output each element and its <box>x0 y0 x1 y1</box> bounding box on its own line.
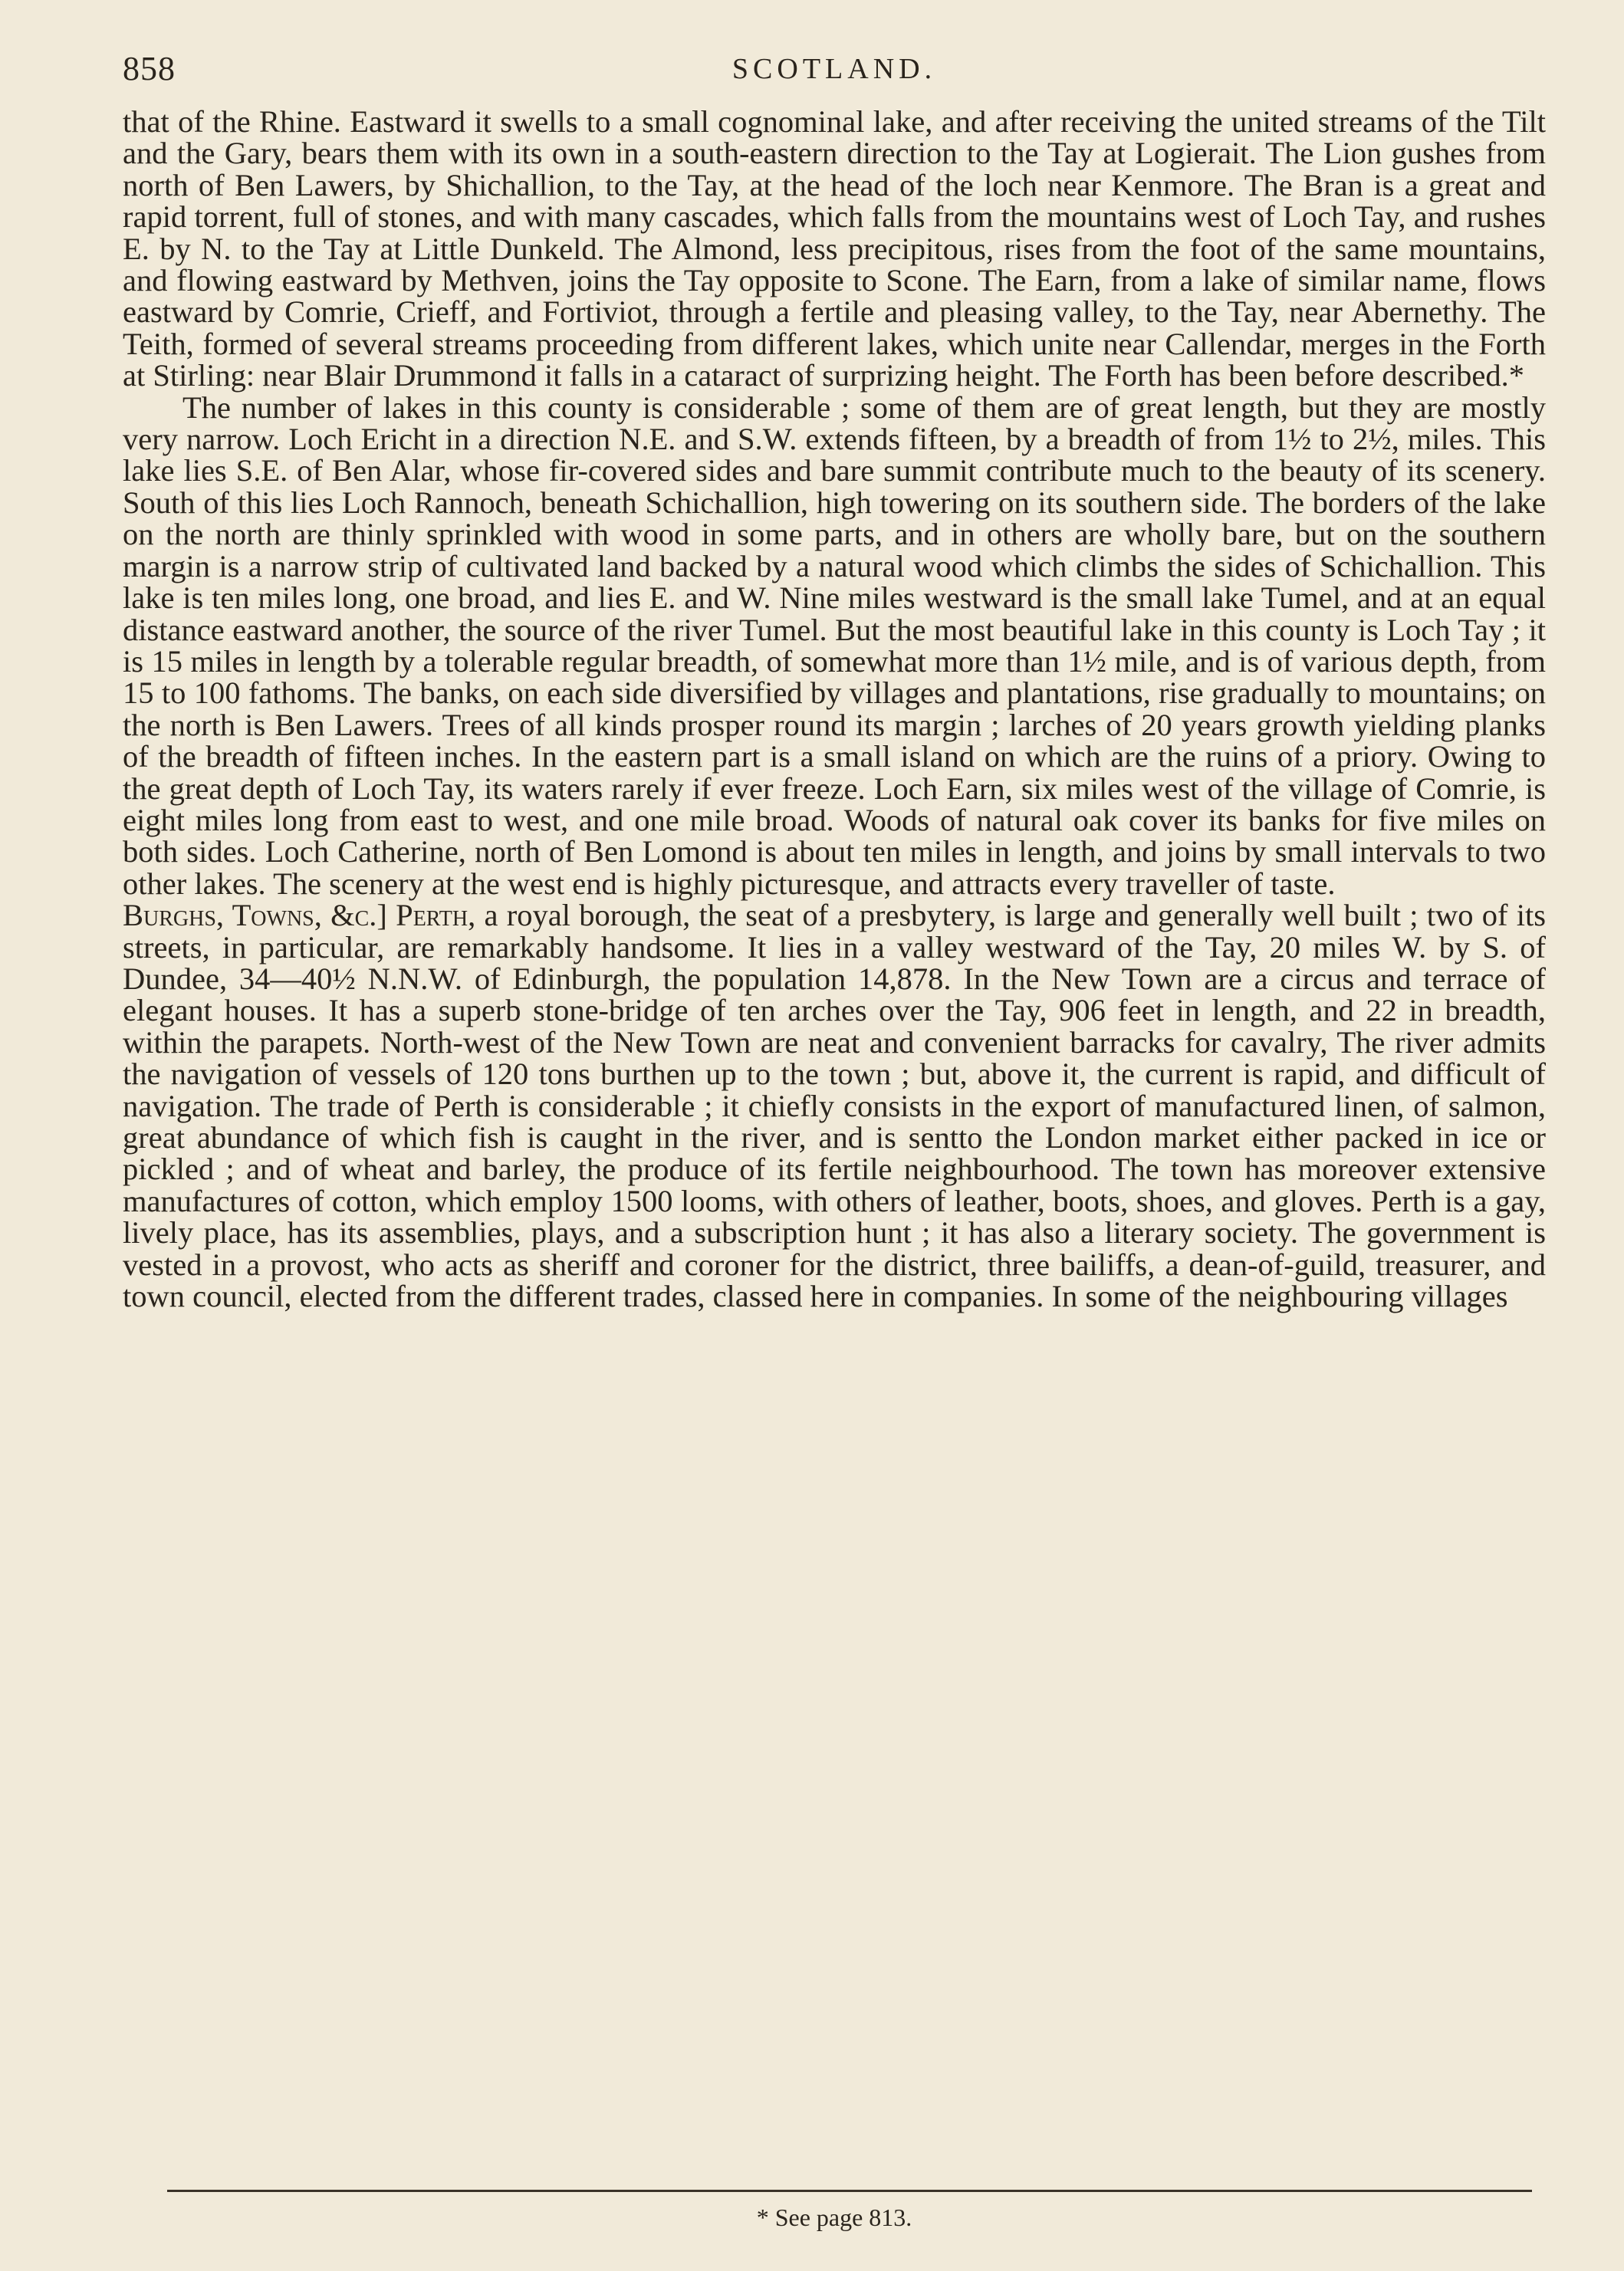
running-title: SCOTLAND. <box>731 53 937 85</box>
page-number: 858 <box>123 50 176 87</box>
paragraph-burghs-text: a royal borough, the seat of a presbytery, is large and generally well built ; two of its streets, in particular, are remarkably handsome. It lies in a valley westward of the Tay, 20 miles W. by S. of Dundee, 34—40½ N.N.W. of Edinburgh, the population 14,878. In the New Town are a circus and terrace of elegant houses. It has a superb stone-bridge of ten arches over the Tay, 906 feet in length, and 22 in breadth, within the parapets. North-west of the New Town are neat and convenient barracks for cavalry, The river admits the navigation of vessels of 120 tons burthen up to the town ; but, above it, the current is rapid, and difficult of navigation. The trade of Perth is considerable ; it chiefly consists in the export of manufactured linen, of salmon, great abundance of which fish is caught in the river, and is sentto the London market either packed in ice or pickled ; and of wheat and barley, the produce of its fertile neighbourhood. The town has moreover extensive manufactures of cotton, which employ 1500 looms, with others of leather, boots, shoes, and gloves. Perth is a gay, lively place, has its assemblies, plays, and a subscription hunt ; it has also a literary society. The government is vested in a provost, who acts as sheriff and coroner for the district, three bailiffs, a dean-of-guild, treasurer, and town council, elected from the different trades, classed here in companies. In some of the neighbouring villages <box>123 898 1546 1314</box>
footnote-rule <box>167 2190 1532 2192</box>
paragraph-burghs <box>123 899 1546 1312</box>
paragraph-lakes: The number of lakes in this county is considerable ; some of them are of great length, but they are mostly very narrow. Loch Ericht in a direction N.E. and S.W. extends fifteen, by a breadth of from 1½ to 2½, miles. This lake lies S.E. of Ben Alar, whose fir-covered sides and bare summit contribute much to the beauty of its scenery. South of this lies Loch Rannoch, beneath Schichallion, high towering on its southern side. The borders of the lake on the north are thinly sprinkled with wood in some parts, and in others are wholly bare, but on the southern margin is a narrow strip of cultivated land backed by a natural wood which climbs the sides of Schichallion. This lake is ten miles long, one broad, and lies E. and W. Nine miles westward is the small lake Tumel, and at an equal distance eastward another, the source of the river Tumel. But the most beautiful lake in this county is Loch Tay ; it is 15 miles in length by a tolerable regular breadth, of somewhat more than 1½ mile, and is of various depth, from 15 to 100 fathoms. The banks, on each side diversified by villages and plantations, rise gradually to mountains; on the north is Ben Lawers. Trees of all kinds prosper round its margin ; larches of 20 years growth yielding planks of the breadth of fifteen inches. In the eastern part is a small island on which are the ruins of a priory. Owing to the great depth of Loch Tay, its waters rarely if ever freeze. Loch Earn, six miles west of the village of Comrie, is eight miles long from east to west, and one mile broad. Woods of natural oak cover its banks for five miles on both sides. Loch Catherine, north of Ben Lomond is about ten miles in length, and joins by small intervals to two other lakes. The scenery at the west end is highly picturesque, and attracts every traveller of taste. <box>123 389 1546 901</box>
page-header <box>123 49 1546 95</box>
body-text <box>123 106 1546 1312</box>
section-heading: Burghs, Towns, &c.] <box>123 898 387 933</box>
footnote: * See page 813. <box>756 2204 912 2231</box>
paragraph-rivers: that of the Rhine. Eastward it swells to a small cognominal lake, and after receiving the united streams of the Tilt and the Gary, bears them with its own in a south-eastern direction to the Tay at Logierait. The Lion gushes from north of Ben Lawers, by Shichallion, to the Tay, at the head of the loch near Kenmore. The Bran is a great and rapid torrent, full of stones, and with many cascades, which falls from the mountains west of Loch Tay, and rushes E. by N. to the Tay at Little Dunkeld. The Almond, less precipitous, rises from the foot of the same mountains, and flowing eastward by Methven, joins the Tay opposite to Scone. The Earn, from a lake of similar name, flows eastward by Comrie, Crieff, and Fortiviot, through a fertile and pleasing valley, to the Tay, near Abernethy. The Teith, formed of several streams proceeding from different lakes, which unite near Callendar, merges in the Forth at Stirling: near Blair Drummond it falls in a cataract of surprizing height. The Forth has been before described.* <box>123 104 1546 393</box>
place-name: Perth, <box>396 898 476 933</box>
